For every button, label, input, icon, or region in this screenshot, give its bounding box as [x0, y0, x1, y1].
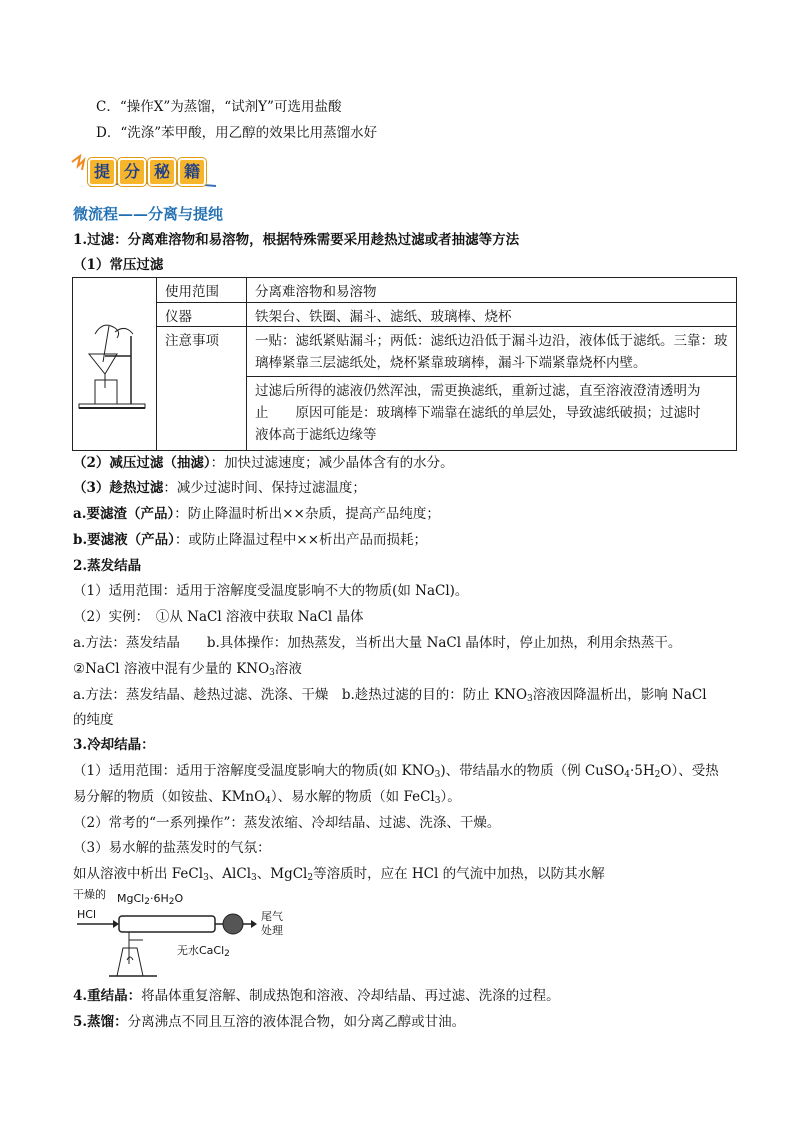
- s3-l2-c: ）。: [440, 789, 461, 805]
- s1-sub2-text: ：加快过滤速度；减少晶体含有的水分。: [210, 455, 454, 471]
- s3-l2-s2: 3: [434, 796, 441, 806]
- s5-bold: 5.蒸馏：: [73, 1014, 128, 1030]
- s1-b-bold: b.要滤液（产品）: [73, 532, 175, 548]
- s3-l1-c: ·5H: [630, 763, 655, 779]
- s1-heading: 1.过滤：分离难溶物和易溶物，根据特殊需要采用趁热过滤或者抽滤等方法: [73, 232, 520, 248]
- label-cacl2: [177, 944, 230, 957]
- s3-line5: [73, 866, 605, 882]
- s1-a-text: ：防止降温时析出××杂质，提高产品纯度；: [174, 506, 440, 522]
- s1-a-bold: a.要滤渣（产品）: [73, 506, 175, 522]
- s3-l5-s3: 2: [307, 873, 314, 883]
- s2-line5: [73, 687, 707, 703]
- s2-line5-a: a.方法：蒸发结晶、趁热过滤、洗涤、干燥 b.趁热过滤的目的：防止 KNO: [73, 687, 528, 703]
- label-tail1: 尾气: [261, 910, 283, 923]
- s3-l1-s2: 4: [624, 770, 630, 780]
- s3-line2: [73, 789, 461, 805]
- s4-text: 将晶体重复溶解、制成热饱和溶液、冷却结晶、再过滤、洗涤的过程。: [141, 988, 560, 1004]
- s2-line4-a: ②NaCl 溶液中混有少量的 KNO: [73, 661, 270, 677]
- badge-char-4: 籍: [178, 158, 206, 186]
- label-mgcl2: [117, 892, 183, 905]
- s1-b: [73, 532, 427, 548]
- s1-sub2: [73, 455, 454, 471]
- s3-l5-b: 、AlCl: [208, 866, 252, 882]
- s3-l5-c: 、MgCl: [256, 866, 308, 882]
- s3-line3: （2）常考的“一系列操作”：蒸发浓缩、冷却结晶、过滤、洗涤、干燥。: [73, 815, 501, 831]
- badge-char-2: 分: [118, 158, 146, 186]
- row-note1: 一贴：滤纸紧贴漏斗；两低：滤纸边沿低于漏斗边沿，液体低于滤纸。三靠：玻璃棒紧靠三层滤纸处，烧杯紧靠玻璃棒，漏斗下端紧靠烧杯内壁。: [246, 326, 736, 376]
- label-cacl-sub: 2: [224, 949, 230, 959]
- s4-bold: 4.重结晶：: [73, 988, 142, 1004]
- s3-heading: 3.冷却结晶：: [73, 737, 155, 753]
- s1-sub3-text: ：减少过滤时间、保持过滤温度；: [163, 480, 366, 496]
- label-tail2: 处理: [261, 924, 283, 937]
- s3-l5-s1: 3: [203, 873, 209, 883]
- label-dry: 干燥的: [73, 888, 106, 901]
- s3-l1-d: O）、受热: [660, 763, 719, 779]
- filtration-table: [72, 277, 737, 451]
- label-h-sub: 2: [168, 897, 175, 907]
- label-mg: MgCl: [117, 892, 145, 905]
- s3-line1: [73, 763, 719, 779]
- s1-sub3-bold: （3）趁热过滤: [73, 480, 164, 496]
- s3-l5-d: 等溶质时，应在 HCl 的气流中加热，以防其水解: [313, 866, 605, 882]
- row-instr-label: 仪器: [156, 302, 246, 326]
- hcl-apparatus: [73, 888, 303, 980]
- s3-line4: （3）易水解的盐蒸发时的气氛：: [73, 840, 271, 856]
- note2-line1: 过滤后所得的滤液仍然浑浊，需更换滤纸，重新过滤，直至溶液澄清透明为: [255, 383, 701, 399]
- s3-l1-a: （1）适用范围：适用于溶解度受温度影响大的物质(如 KNO: [73, 763, 435, 779]
- label-mg-sub: 2: [144, 897, 150, 907]
- s5-text: 分离沸点不同且互溶的液体混合物，如分离乙醇或甘油。: [127, 1014, 466, 1030]
- s5: [73, 1014, 465, 1030]
- note2-line3: 液体高于滤纸边缘等: [255, 427, 377, 443]
- row-range-value: 分离难溶物和易溶物: [246, 278, 736, 302]
- s3-l1-b: )、带结晶水的物质（例 CuSO: [440, 763, 625, 779]
- s3-l5-s2: 3: [251, 873, 257, 883]
- label-o: O: [174, 892, 184, 905]
- option-c: C．“操作X”为蒸馏，“试剂Y”可选用盐酸: [96, 99, 342, 115]
- s2-heading: 2.蒸发结晶: [73, 558, 142, 574]
- label-mg-rest: ·6H: [149, 892, 169, 905]
- s4: [73, 988, 560, 1004]
- option-d: D．“洗涤”苯甲酸，用乙醇的效果比用蒸馏水好: [96, 125, 378, 141]
- s3-l1-s3: 2: [654, 770, 661, 780]
- s2-line5-sub: 3: [527, 694, 533, 704]
- s1-sub3: [73, 480, 366, 496]
- s2-line5-b: 溶液因降温析出，影响 NaCl: [532, 687, 707, 703]
- filtration-apparatus-image: [75, 316, 155, 416]
- s2-line4-b: 溶液: [274, 661, 302, 677]
- row-notes-label: 注意事项: [156, 326, 246, 450]
- s3-l2-s1: 4: [265, 796, 271, 806]
- label-hcl: HCl: [77, 908, 97, 921]
- s1-a: [73, 506, 440, 522]
- section-title: 微流程——分离与提纯: [73, 205, 224, 223]
- s1-sub2-bold: （2）减压过滤（抽滤）: [73, 455, 211, 471]
- s3-l2-b: ）、易水解的物质（如 FeCl: [270, 789, 435, 805]
- s2-line6: 的纯度: [73, 712, 114, 728]
- s2-line2: （2）实例： ①从 NaCl 溶液中获取 NaCl 晶体: [73, 609, 364, 625]
- note2-line2: 止 原因可能是：玻璃棒下端靠在滤纸的单层处，导致滤纸破损；过滤时: [255, 405, 701, 421]
- row-instr-value: 铁架台、铁圈、漏斗、滤纸、玻璃棒、烧杯: [246, 302, 736, 326]
- s2-line3: a.方法：蒸发结晶 b.具体操作：加热蒸发，当析出大量 NaCl 晶体时，停止加热，利用余热蒸干。: [73, 635, 682, 651]
- tips-badge: [70, 150, 220, 190]
- s3-l5-a: 如从溶液中析出 FeCl: [73, 866, 204, 882]
- badge-char-1: 提: [88, 158, 116, 186]
- row-range-label: 使用范围: [156, 278, 246, 302]
- badge-char-3: 秘: [148, 158, 176, 186]
- label-cacl: 无水CaCl: [177, 944, 225, 957]
- s1-sub1: （1）常压过滤: [73, 257, 164, 273]
- s2-line1: （1）适用范围：适用于溶解度受温度影响不大的物质(如 NaCl)。: [73, 583, 469, 599]
- s2-line4-sub: 3: [269, 668, 275, 678]
- s2-line4: [73, 661, 302, 677]
- s3-l1-s1: 3: [434, 770, 441, 780]
- s1-b-text: ：或防止降温过程中××析出产品而损耗；: [174, 532, 428, 548]
- s3-l2-a: 易分解的物质（如铵盐、KMnO: [73, 789, 266, 805]
- row-note2: [246, 376, 736, 450]
